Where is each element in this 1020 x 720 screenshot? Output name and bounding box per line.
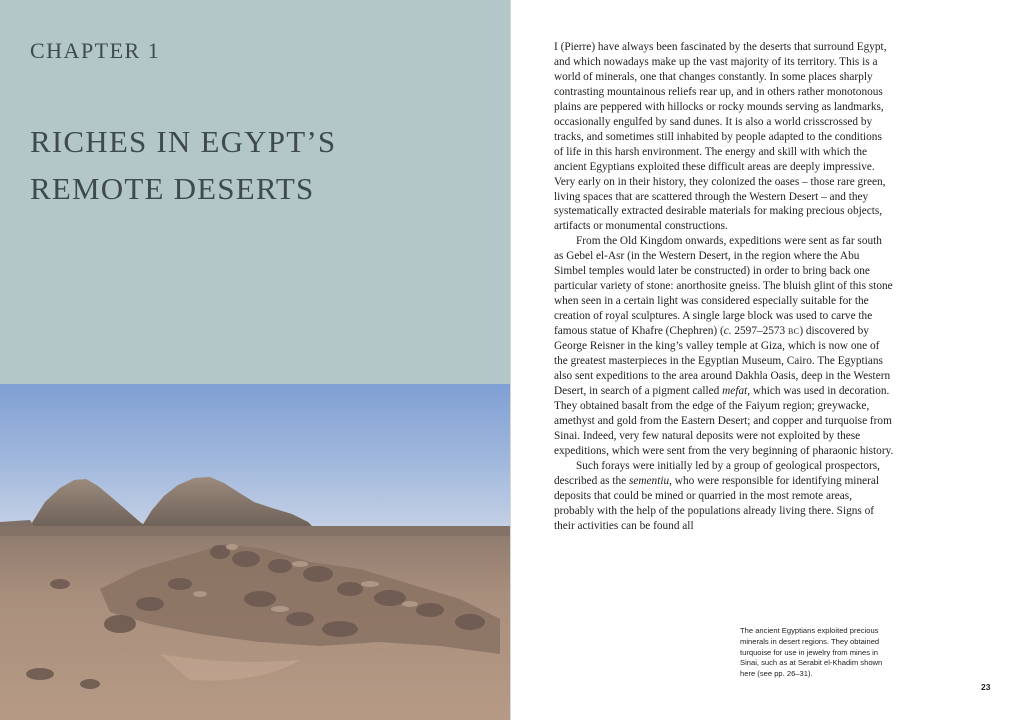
paragraph-3-text-end: , who were responsible for identifying mineral deposits that could be mined or quarried in the most remote areas, probably with the help of the populations already living there. Signs of their activities can be found all xyxy=(554,474,880,532)
paragraph-2-dates: 2597–2573 xyxy=(731,325,789,338)
paragraph-2-text-end: , which was used in decoration. They obtained basalt from the edge of the Faiyum region; greywacke, amethyst and gold from the Eastern Desert; and copper and turquoise from Sinai. Indeed, very few natural deposits were not exploited by these expeditions, which were sent from the very beginning of pharaonic history. xyxy=(554,384,894,457)
desert-landscape-image xyxy=(0,384,510,720)
chapter-title-line-1: RICHES IN EGYPT’S xyxy=(30,124,337,159)
term-sementiu: sementiu xyxy=(628,474,670,487)
desert-photo xyxy=(0,384,510,720)
chapter-title-line-2: REMOTE DESERTS xyxy=(30,171,315,206)
right-page xyxy=(510,0,1020,720)
body-text xyxy=(554,40,894,533)
paragraph-1: I (Pierre) have always been fascinated by the deserts that surround Egypt, and which nowadays make up the vast majority of its territory. This is a world of minerals, one that changes constantly. In some places sharply contrasting mountainous reliefs rear up, and in others rather monotonous plains are peppered with hillocks or rocky mounds serving as landmarks, occasionally engulfed by sand dunes. It is also a world crisscrossed by tracks, and sometimes still inhabited by people adapted to the conditions of life in this harsh environment. The energy and skill with which the ancient Egyptians exploited these difficult areas are deeply impressive. Very early on in their history, they colonized the oases – those rare green, living spaces that are scattered through the Western Desert – and they systematically extracted desirable materials for making precious objects, artifacts or monumental constructions. xyxy=(554,41,887,233)
era-abbreviation: bc xyxy=(788,325,800,338)
circa-abbreviation: c. xyxy=(723,325,732,338)
paragraph-3 xyxy=(554,459,894,534)
paragraph-2 xyxy=(554,234,894,458)
paragraph-2-text-cont: ) discovered by George Reisner in the king’s valley temple at Giza, which is now one of the greatest masterpieces in the Egyptian Museum, Cairo. The Egyptians also sent expeditions to the area around Dakhla Oasis, deep in the Western Desert, in search of a pigment called xyxy=(554,325,891,397)
photo-caption: The ancient Egyptians exploited precious minerals in desert regions. They obtained turquoise for use in jewelry from mines in Sinai, such as at Serabit el-Khadim shown here (see pp. 26–31). xyxy=(740,626,883,679)
paragraph-2-text: From the Old Kingdom onwards, expeditions were sent as far south as Gebel el-Asr (in the Western Desert, in the region where the Abu Simbel temples would later be constructed) in order to bring back one particular variety of stone: anorthosite gneiss. The bluish glint of this stone when seen in a certain light was considered especially suitable for the creation of royal sculptures. A single large block was used to carve the famous statue of Khafre (Chephren) ( xyxy=(554,235,893,338)
paragraph-3-text: Such forays were initially led by a group of geological prospectors, described as the xyxy=(554,459,880,487)
page-number: 23 xyxy=(981,682,991,692)
chapter-label: CHAPTER 1 xyxy=(30,38,161,63)
term-mefat: mefat xyxy=(722,384,748,397)
chapter-title xyxy=(30,118,470,212)
